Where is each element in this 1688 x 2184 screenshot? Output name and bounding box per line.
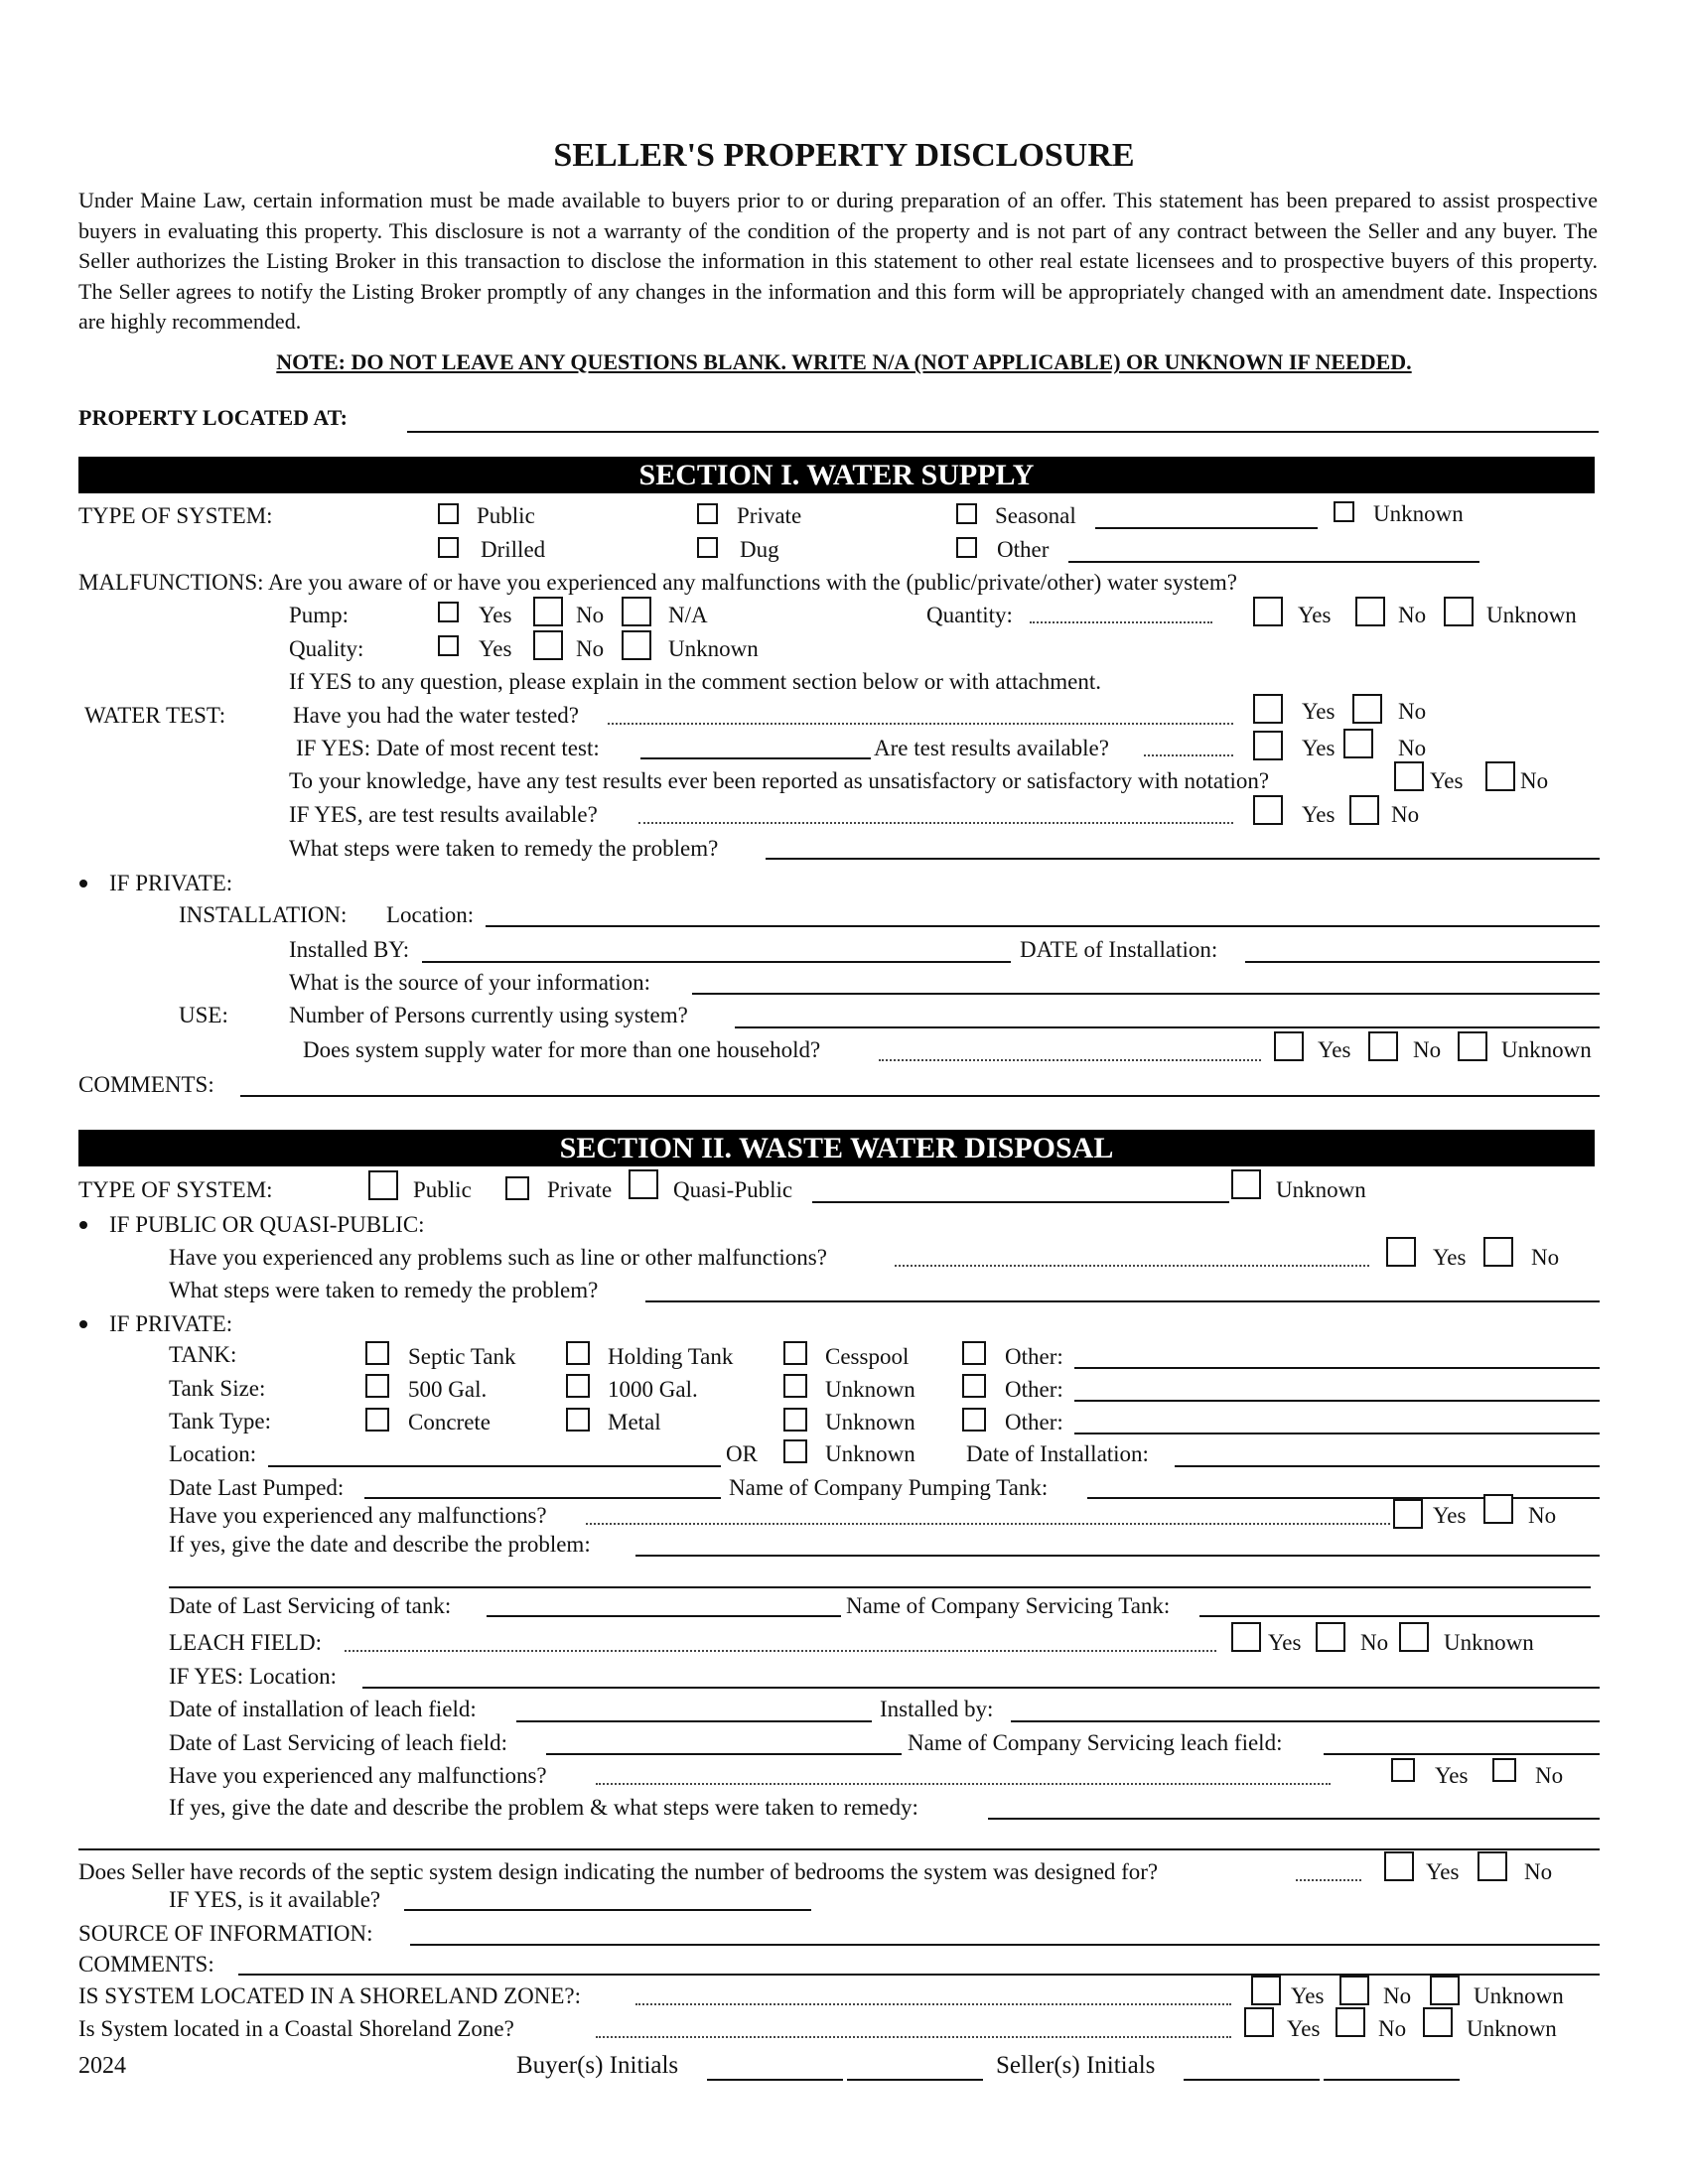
leader-dots	[345, 1650, 1216, 1652]
s1-reported-question: To your knowledge, have any test results ever been reported as unsatisfactory or satisfactory with notation?	[289, 768, 1270, 793]
s2-leach-describe-field-2[interactable]	[78, 1848, 1600, 1850]
s2-location-field[interactable]	[268, 1465, 721, 1467]
s1-type-label: TYPE OF SYSTEM:	[78, 503, 273, 528]
s1-pump-na-label: N/A	[668, 603, 708, 627]
s1-quality-unknown-label: Unknown	[668, 636, 759, 661]
s2-comments-label: COMMENTS:	[78, 1952, 214, 1977]
s2-tank-type-label: Tank Type:	[169, 1409, 272, 1433]
s1-household-yes-label: Yes	[1318, 1037, 1351, 1062]
s1-date-installation-field[interactable]	[1245, 961, 1600, 963]
s1-reported-results-yes-checkbox[interactable]	[1253, 795, 1283, 825]
s1-persons-question: Number of Persons currently using system?	[289, 1003, 688, 1027]
s2-cesspool-label: Cesspool	[825, 1344, 910, 1369]
s2-concrete-label: Concrete	[408, 1410, 492, 1434]
s1-location-label: Location:	[386, 902, 475, 927]
s2-problems-yes-label: Yes	[1433, 1245, 1467, 1270]
s1-explain-note: If YES to any question, please explain in the comment section below or with attachment.	[289, 669, 1101, 694]
s1-quality-no-label: No	[576, 636, 605, 661]
s2-quasi-public-checkbox[interactable]	[629, 1169, 658, 1199]
s1-quality-unknown-checkbox[interactable]	[622, 630, 651, 660]
s1-if-yes-results-question: IF YES, are test results available?	[289, 802, 598, 827]
s2-tank-size-label: Tank Size:	[169, 1376, 266, 1401]
footer-year: 2024	[78, 2053, 126, 2079]
s1-remedy-question: What steps were taken to remedy the problem?	[289, 836, 719, 861]
buyer-initials-field-1[interactable]	[707, 2079, 843, 2081]
s1-source-field[interactable]	[692, 993, 1600, 995]
s2-type-other-label: Other:	[1005, 1410, 1063, 1434]
leader-dots	[1030, 621, 1212, 623]
s2-type-unknown-checkbox[interactable]	[783, 1408, 807, 1432]
s1-pump-no-checkbox[interactable]	[533, 597, 563, 626]
leader-dots	[586, 1523, 1390, 1525]
s2-leach-malfunctions-question: Have you experienced any malfunctions?	[169, 1763, 547, 1788]
s1-quantity-unknown-checkbox[interactable]	[1444, 597, 1474, 626]
s1-quality-yes-label: Yes	[479, 636, 512, 661]
s1-quality-yes-checkbox[interactable]	[438, 635, 459, 656]
s2-records-yes-label: Yes	[1426, 1859, 1460, 1884]
s1-quantity-label: Quantity:	[926, 603, 1013, 627]
s1-reported-results-no-label: No	[1391, 802, 1420, 827]
s1-pump-na-checkbox[interactable]	[622, 597, 651, 626]
intro-paragraph: Under Maine Law, certain information must be made available to buyers prior to or during preparation of an offer. This statement has been prepared to assist prospective buyers in evaluating this property. This disclosure is not a warranty of the condition of the property and is not part of any contract between the Seller and any buyer. The Seller authorizes the Listing Broker in this transaction to disclose the information in this statement to other real estate licensees and to prospective buyers of this property. The Seller agrees to notify the Listing Broker promptly of any changes in the information and this form will be appropriately changed with an amendment date. Inspections are highly recommended.	[78, 188, 1598, 335]
seller-initials-field-1[interactable]	[1184, 2079, 1320, 2081]
s1-public-label: Public	[477, 503, 535, 528]
s2-date-installation-label: Date of Installation:	[966, 1441, 1149, 1466]
s2-leach-company-label: Name of Company Servicing leach field:	[908, 1730, 1283, 1755]
seller-initials-label: Seller(s) Initials	[996, 2052, 1156, 2079]
s1-seasonal-checkbox[interactable]	[956, 503, 977, 524]
s1-pump-no-label: No	[576, 603, 605, 627]
s1-quantity-no-label: No	[1398, 603, 1427, 627]
s2-unknown-label: Unknown	[1276, 1177, 1366, 1202]
s2-septic-checkbox[interactable]	[365, 1341, 389, 1365]
s2-remedy-question: What steps were taken to remedy the problem?	[169, 1278, 599, 1302]
s2-coastal-yes-label: Yes	[1287, 2016, 1321, 2041]
s2-holding-checkbox[interactable]	[566, 1341, 590, 1365]
s2-service-company-tank-field[interactable]	[1199, 1615, 1600, 1617]
s2-source-label: SOURCE OF INFORMATION:	[78, 1921, 373, 1946]
s2-size-other-label: Other:	[1005, 1377, 1063, 1402]
s2-comments-field[interactable]	[238, 1974, 1600, 1976]
s2-leach-malf-yes-checkbox[interactable]	[1391, 1758, 1415, 1782]
s1-quality-label: Quality:	[289, 636, 364, 661]
s2-private-checkbox[interactable]	[505, 1176, 529, 1200]
s2-unknown-checkbox[interactable]	[1231, 1169, 1261, 1199]
s2-tank-label: TANK:	[169, 1342, 237, 1367]
s2-size-other-field[interactable]	[1074, 1400, 1600, 1402]
s2-size-unknown-label: Unknown	[825, 1377, 915, 1402]
s2-location-unknown-checkbox[interactable]	[783, 1439, 807, 1463]
leader-dots	[596, 2036, 1231, 2038]
s1-quantity-unknown-label: Unknown	[1486, 603, 1577, 627]
s1-dug-checkbox[interactable]	[697, 537, 718, 558]
s2-shoreland-yes-label: Yes	[1291, 1983, 1325, 2008]
s2-shoreland-unknown-checkbox[interactable]	[1430, 1976, 1460, 2005]
s1-household-no-checkbox[interactable]	[1368, 1031, 1398, 1061]
s1-quality-no-checkbox[interactable]	[533, 630, 563, 660]
s2-records-no-checkbox[interactable]	[1477, 1851, 1507, 1881]
s1-malfunctions-question: MALFUNCTIONS: Are you aware of or have you experienced any malfunctions with the (public/private/other) water system?	[78, 570, 1237, 595]
s2-malfunctions-no-label: No	[1528, 1503, 1557, 1528]
s1-persons-field[interactable]	[735, 1026, 1600, 1028]
s1-installation-label: INSTALLATION:	[179, 902, 348, 927]
s2-leach-last-service-field[interactable]	[546, 1753, 902, 1755]
s1-source-question: What is the source of your information:	[289, 970, 651, 995]
s1-test-date-label: IF YES: Date of most recent test:	[296, 736, 600, 760]
s1-private-label: Private	[737, 503, 802, 528]
s2-leach-installed-by-field[interactable]	[1011, 1720, 1600, 1722]
s1-results-available-question: Are test results available?	[874, 736, 1109, 760]
s2-metal-checkbox[interactable]	[566, 1408, 590, 1432]
s2-malfunctions-yes-label: Yes	[1433, 1503, 1467, 1528]
s2-shoreland-yes-checkbox[interactable]	[1251, 1976, 1281, 2005]
section-2-header: SECTION II. WASTE WATER DISPOSAL	[78, 1130, 1595, 1166]
s1-pump-yes-checkbox[interactable]	[438, 602, 459, 622]
s2-leach-describe-field[interactable]	[988, 1818, 1600, 1820]
s2-cesspool-checkbox[interactable]	[783, 1341, 807, 1365]
s2-shoreland-question: IS SYSTEM LOCATED IN A SHORELAND ZONE?:	[78, 1983, 581, 2008]
s1-seasonal-label: Seasonal	[995, 503, 1076, 528]
s2-1000gal-label: 1000 Gal.	[608, 1377, 698, 1402]
s2-leach-field-label: LEACH FIELD:	[169, 1630, 322, 1655]
s2-date-pumped-field[interactable]	[364, 1497, 721, 1499]
s2-malfunctions-no-checkbox[interactable]	[1483, 1494, 1513, 1524]
s1-unknown-checkbox[interactable]	[1334, 501, 1354, 522]
s2-shoreland-no-checkbox[interactable]	[1339, 1976, 1369, 2005]
s2-coastal-no-label: No	[1378, 2016, 1407, 2041]
bullet-icon	[79, 880, 87, 887]
s2-leach-unknown-label: Unknown	[1444, 1630, 1534, 1655]
s1-results-no-checkbox[interactable]	[1343, 729, 1373, 758]
s1-other-label: Other	[997, 537, 1050, 562]
s1-pump-yes-label: Yes	[479, 603, 512, 627]
s2-leach-no-checkbox[interactable]	[1316, 1622, 1345, 1652]
s2-last-service-tank-label: Date of Last Servicing of tank:	[169, 1593, 452, 1618]
s2-public-label: Public	[413, 1177, 472, 1202]
s2-problems-no-checkbox[interactable]	[1483, 1237, 1513, 1267]
leader-dots	[638, 822, 1233, 824]
s2-leach-unknown-checkbox[interactable]	[1399, 1622, 1429, 1652]
s2-tank-other-label: Other:	[1005, 1344, 1063, 1369]
s1-dug-label: Dug	[740, 537, 779, 562]
s2-size-other-checkbox[interactable]	[962, 1374, 986, 1398]
s1-results-no-label: No	[1398, 736, 1427, 760]
s2-coastal-yes-checkbox[interactable]	[1244, 2007, 1274, 2037]
s1-drilled-label: Drilled	[481, 537, 546, 562]
s2-shoreland-unknown-label: Unknown	[1474, 1983, 1564, 2008]
s2-tank-other-field[interactable]	[1074, 1367, 1600, 1369]
s2-type-label: TYPE OF SYSTEM:	[78, 1177, 273, 1202]
s2-malfunctions-yes-checkbox[interactable]	[1393, 1499, 1423, 1529]
s2-records-no-label: No	[1524, 1859, 1553, 1884]
s1-tested-yes-checkbox[interactable]	[1253, 694, 1283, 724]
s1-quantity-yes-label: Yes	[1298, 603, 1332, 627]
s2-problems-no-label: No	[1531, 1245, 1560, 1270]
page-title: SELLER'S PROPERTY DISCLOSURE	[553, 137, 1135, 174]
s1-quantity-yes-checkbox[interactable]	[1253, 597, 1283, 626]
buyer-initials-label: Buyer(s) Initials	[516, 2052, 679, 2079]
s2-date-pumped-label: Date Last Pumped:	[169, 1475, 345, 1500]
leader-dots	[635, 2003, 1231, 2005]
s2-records-question: Does Seller have records of the septic system design indicating the number of bedrooms the system was designed for?	[78, 1859, 1159, 1884]
s2-pump-company-field[interactable]	[1087, 1497, 1600, 1499]
s2-type-unknown-label: Unknown	[825, 1410, 915, 1434]
s2-coastal-question: Is System located in a Coastal Shoreland Zone?	[78, 2016, 514, 2041]
s2-quasi-public-field[interactable]	[812, 1201, 1229, 1203]
property-address-field[interactable]	[407, 431, 1599, 433]
s2-type-other-checkbox[interactable]	[962, 1408, 986, 1432]
s2-service-company-tank-label: Name of Company Servicing Tank:	[846, 1593, 1171, 1618]
buyer-initials-field-2[interactable]	[847, 2079, 983, 2081]
property-label: PROPERTY LOCATED AT:	[78, 405, 348, 430]
s2-source-field[interactable]	[410, 1944, 1600, 1946]
s1-household-question: Does system supply water for more than one household?	[303, 1037, 821, 1062]
s2-describe-label: If yes, give the date and describe the problem:	[169, 1532, 591, 1557]
s2-coastal-unknown-label: Unknown	[1467, 2016, 1557, 2041]
s1-tested-no-checkbox[interactable]	[1352, 694, 1382, 724]
leader-dots	[895, 1265, 1369, 1267]
bullet-icon	[79, 1221, 87, 1229]
s2-records-yes-checkbox[interactable]	[1384, 1851, 1414, 1881]
s2-type-other-field[interactable]	[1074, 1433, 1600, 1434]
s2-last-service-tank-field[interactable]	[487, 1615, 841, 1617]
s2-leach-install-date-label: Date of installation of leach field:	[169, 1697, 477, 1721]
s2-records-available-question: IF YES, is it available?	[169, 1887, 381, 1912]
s2-leach-describe-label: If yes, give the date and describe the problem & what steps were taken to remedy:	[169, 1795, 918, 1820]
s2-leach-malf-no-label: No	[1535, 1763, 1564, 1788]
s2-private-label: Private	[547, 1177, 613, 1202]
s1-reported-no-checkbox[interactable]	[1485, 761, 1515, 791]
s2-septic-label: Septic Tank	[408, 1344, 516, 1369]
s2-if-public-label: IF PUBLIC OR QUASI-PUBLIC:	[109, 1212, 425, 1237]
s1-installed-by-label: Installed BY:	[289, 937, 410, 962]
s1-other-checkbox[interactable]	[956, 537, 977, 558]
s1-use-label: USE:	[179, 1003, 228, 1027]
instruction-note: NOTE: DO NOT LEAVE ANY QUESTIONS BLANK. WRITE N/A (NOT APPLICABLE) OR UNKNOWN IF NEEDED.	[276, 349, 1412, 374]
s1-private-checkbox[interactable]	[697, 503, 718, 524]
s2-tank-other-checkbox[interactable]	[962, 1341, 986, 1365]
s2-location-unknown-label: Unknown	[825, 1441, 915, 1466]
s2-coastal-unknown-checkbox[interactable]	[1423, 2007, 1453, 2037]
s2-public-checkbox[interactable]	[368, 1170, 398, 1200]
s1-location-field[interactable]	[486, 925, 1600, 927]
s2-500gal-checkbox[interactable]	[365, 1374, 389, 1398]
s2-coastal-no-checkbox[interactable]	[1336, 2007, 1365, 2037]
s2-holding-label: Holding Tank	[608, 1344, 734, 1369]
s2-leach-yes-checkbox[interactable]	[1231, 1622, 1261, 1652]
leader-dots	[596, 1783, 1331, 1785]
s1-comments-field[interactable]	[240, 1095, 1600, 1097]
s1-reported-no-label: No	[1520, 768, 1549, 793]
s1-if-private-label: IF PRIVATE:	[109, 871, 233, 895]
s1-test-date-field[interactable]	[640, 757, 871, 759]
bullet-icon	[79, 1320, 87, 1328]
s2-500gal-label: 500 Gal.	[408, 1377, 488, 1402]
s2-describe-field[interactable]	[635, 1555, 1600, 1557]
s2-metal-label: Metal	[608, 1410, 661, 1434]
s2-leach-malf-no-checkbox[interactable]	[1492, 1758, 1516, 1782]
s1-reported-yes-checkbox[interactable]	[1394, 761, 1424, 791]
s2-leach-last-service-label: Date of Last Servicing of leach field:	[169, 1730, 508, 1755]
s2-location-label: Location:	[169, 1441, 257, 1466]
s1-household-unknown-label: Unknown	[1501, 1037, 1592, 1062]
s1-reported-results-no-checkbox[interactable]	[1349, 795, 1379, 825]
s2-or-label: OR	[726, 1441, 758, 1466]
s2-pump-company-label: Name of Company Pumping Tank:	[729, 1475, 1049, 1500]
s2-if-private-label: IF PRIVATE:	[109, 1311, 233, 1336]
s2-leach-location-label: IF YES: Location:	[169, 1664, 338, 1689]
seller-initials-field-2[interactable]	[1324, 2079, 1460, 2081]
s2-leach-installed-by-label: Installed by:	[880, 1697, 994, 1721]
s1-tested-no-label: No	[1398, 699, 1427, 724]
s1-seasonal-field[interactable]	[1095, 527, 1318, 529]
s2-date-installation-field[interactable]	[1175, 1465, 1600, 1467]
s1-household-no-label: No	[1413, 1037, 1442, 1062]
s2-1000gal-checkbox[interactable]	[566, 1374, 590, 1398]
s1-water-test-label: WATER TEST:	[84, 703, 226, 728]
leader-dots	[608, 723, 1233, 725]
s2-leach-no-label: No	[1360, 1630, 1389, 1655]
s2-problems-yes-checkbox[interactable]	[1386, 1237, 1416, 1267]
s1-public-checkbox[interactable]	[438, 503, 459, 524]
s2-leach-company-field[interactable]	[1324, 1753, 1600, 1755]
s1-tested-question: Have you had the water tested?	[293, 703, 580, 728]
s1-reported-results-yes-label: Yes	[1302, 802, 1336, 827]
s1-tested-yes-label: Yes	[1302, 699, 1336, 724]
leader-dots	[1296, 1879, 1361, 1881]
section-1-header: SECTION I. WATER SUPPLY	[78, 457, 1595, 493]
s1-installed-by-field[interactable]	[422, 961, 1011, 963]
s2-leach-location-field[interactable]	[362, 1687, 1600, 1689]
s2-remedy-field[interactable]	[645, 1300, 1600, 1302]
leader-dots	[1144, 754, 1233, 756]
s1-reported-yes-label: Yes	[1430, 768, 1464, 793]
s2-describe-field-2[interactable]	[169, 1586, 1591, 1588]
s1-date-installation-label: DATE of Installation:	[1020, 937, 1218, 962]
leader-dots	[879, 1059, 1261, 1061]
s2-malfunctions-question: Have you experienced any malfunctions?	[169, 1503, 547, 1528]
s2-size-unknown-checkbox[interactable]	[783, 1374, 807, 1398]
s2-shoreland-no-label: No	[1383, 1983, 1412, 2008]
s2-leach-malf-yes-label: Yes	[1435, 1763, 1469, 1788]
s2-leach-install-date-field[interactable]	[516, 1720, 872, 1722]
s2-concrete-checkbox[interactable]	[365, 1408, 389, 1432]
s1-comments-label: COMMENTS:	[78, 1072, 214, 1097]
s1-other-field[interactable]	[1068, 561, 1479, 563]
s1-results-yes-checkbox[interactable]	[1253, 731, 1283, 760]
s2-records-available-field[interactable]	[404, 1909, 811, 1911]
s1-results-yes-label: Yes	[1302, 736, 1336, 760]
s1-household-unknown-checkbox[interactable]	[1458, 1031, 1487, 1061]
s1-household-yes-checkbox[interactable]	[1274, 1031, 1304, 1061]
s1-drilled-checkbox[interactable]	[438, 537, 459, 558]
s1-unknown-label: Unknown	[1373, 501, 1464, 526]
s1-pump-label: Pump:	[289, 603, 350, 627]
s2-leach-yes-label: Yes	[1268, 1630, 1302, 1655]
s1-remedy-field[interactable]	[766, 858, 1600, 860]
s1-quantity-no-checkbox[interactable]	[1355, 597, 1385, 626]
s2-problems-question: Have you experienced any problems such as line or other malfunctions?	[169, 1245, 827, 1270]
s2-quasi-public-label: Quasi-Public	[673, 1177, 793, 1202]
